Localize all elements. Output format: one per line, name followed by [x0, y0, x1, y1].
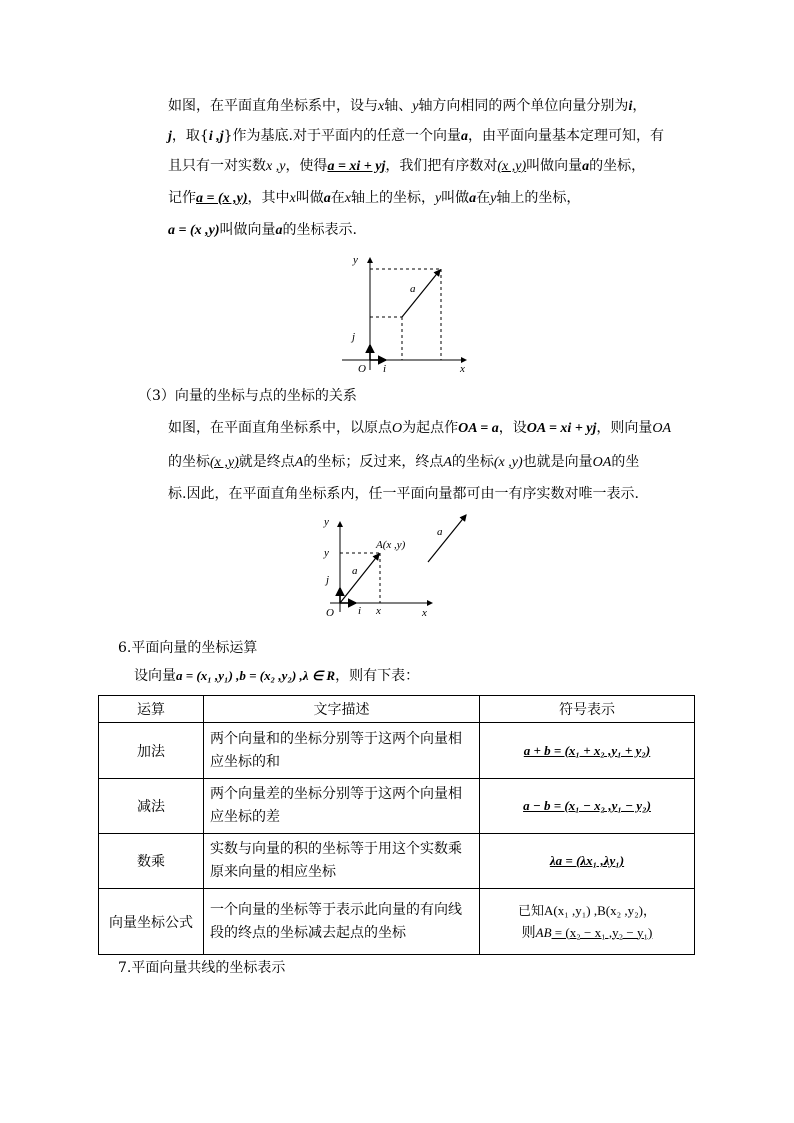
table-header: 文字描述 [204, 696, 480, 723]
op-cell: 数乘 [99, 834, 204, 889]
a-label: a [410, 283, 416, 295]
sym-cell: a − b = (x₁ − x₂ ,y₁ − y₂) [523, 798, 651, 813]
y-axis-label: y [353, 254, 358, 266]
origin-label: O [326, 607, 334, 619]
x-axis-label: x [460, 363, 465, 375]
table-row [99, 889, 695, 955]
section-3-title: （3）向量的坐标与点的坐标的关系 [138, 388, 357, 404]
section-7-title: 7.平面向量共线的坐标表示 [118, 960, 286, 976]
figure-point-coordinates [310, 510, 480, 622]
desc-cell: 两个向量差的坐标分别等于这两个向量相应坐标的差 [204, 779, 480, 834]
section-3-line-2: 的坐标(x ,y)就是终点A的坐标；反过来，终点A的坐标(x ,y)也就是向量OA的坐 [168, 454, 640, 470]
coordinate-operations-table [98, 695, 695, 955]
figure-vector-coordinates [338, 250, 478, 375]
y-tick-label: y [324, 547, 329, 559]
section-6-title: 6.平面向量的坐标运算 [118, 640, 258, 656]
origin-label: O [358, 363, 366, 375]
j-label: j [352, 331, 356, 343]
sym-line-1: 已知A(x₁ ,y₁) ,B(x₂ ,y₂)， [517, 902, 656, 918]
table-header: 符号表示 [480, 696, 695, 723]
sym-cell: a + b = (x₁ + x₂ ,y₁ + y₂) [523, 742, 651, 758]
vector-OA-arrow [340, 554, 379, 603]
desc-cell: 两个向量和的坐标分别等于这两个向量相应坐标的和 [204, 723, 480, 779]
table-row [99, 723, 695, 779]
point-A-label: A(x ,y) [376, 539, 406, 551]
x-axis-label: x [422, 607, 427, 619]
desc-cell: 一个向量的坐标等于表示此向量的有向线段的终点的坐标减去起点的坐标 [204, 889, 480, 955]
op-cell: 向量坐标公式 [99, 889, 204, 955]
i-label: i [383, 363, 387, 375]
op-cell: 加法 [99, 723, 204, 779]
intro-line-3: 且只有一对实数x ,y，使得a = xi + yj，我们把有序数对(x ,y)叫做向量a的坐标， [168, 158, 646, 174]
table-header: 运算 [99, 696, 204, 723]
table-row [99, 779, 695, 834]
intro-line-4: 记作a = (x ,y)，其中x叫做a在x轴上的坐标，y叫做a在y轴上的坐标， [168, 190, 581, 206]
table-row [99, 834, 695, 889]
table-header-row [99, 696, 695, 723]
sym-cell: λa = (λx₁ ,λy₁) [549, 853, 625, 868]
intro-line-1: 如图，在平面直角坐标系中，设与x轴、y轴方向相同的两个单位向量分别为i， [168, 98, 647, 114]
i-label: i [358, 605, 362, 617]
desc-cell: 实数与向量的积的坐标等于用这个实数乘原来向量的相应坐标 [204, 834, 480, 889]
intro-line-2: j，取{i ,j}作为基底.对于平面内的任意一个向量a，由平面向量基本定理可知，有 [168, 128, 664, 144]
j-label: j [326, 574, 330, 586]
x-tick-label: x [376, 605, 381, 617]
section-3-line-1: 如图，在平面直角坐标系中，以原点O为起点作OA = a，设OA = xi + yj，则向量OA [168, 420, 672, 436]
free-vector-a-arrow [428, 515, 466, 562]
intro-line-5: a = (x ,y)叫做向量a的坐标表示. [168, 222, 357, 238]
y-axis-label: y [324, 516, 329, 528]
op-cell: 减法 [99, 779, 204, 834]
vector-a-arrow [402, 270, 440, 317]
section-3-line-3: 标.因此，在平面直角坐标系内，任一平面向量都可由一有序实数对唯一表示. [168, 486, 639, 502]
sym-line-2: 则AB = (x₂ − x₁ ,y₂ − y₁) [521, 924, 653, 941]
section-6-intro: 设向量a = (x₁ ,y₁) ,b = (x₂ ,y₂) ,λ ∈ R，则有下表： [134, 668, 420, 684]
a-label: a [352, 565, 358, 577]
a-free-label: a [437, 526, 443, 538]
